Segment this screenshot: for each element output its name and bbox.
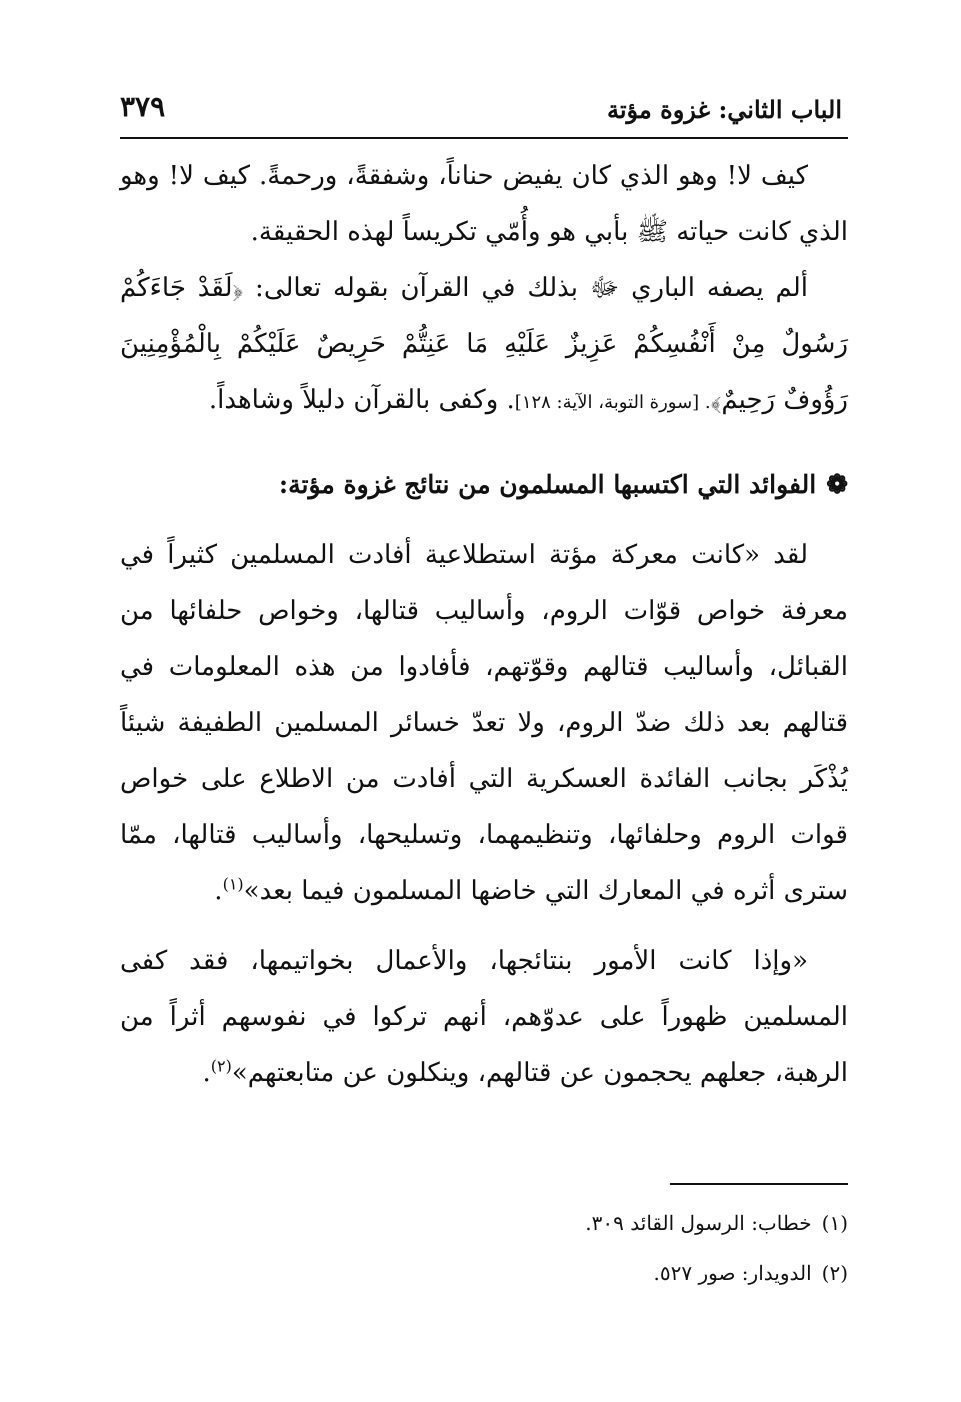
footnote-marker-2: (٢) <box>210 1056 232 1076</box>
paragraph-4 <box>120 933 848 1101</box>
page-header <box>120 86 848 134</box>
paragraph-1: كيف لا! وهو الذي كان يفيض حناناً، وشفقةً، ورحمةً. كيف لا! وهو الذي كانت حياته ﷺ بأبي هو وأُمّي تكريساً لهذه الحقيقة. <box>120 161 848 247</box>
paragraph-3-text: لقد «كانت معركة مؤتة استطلاعية أفادت المسلمين كثيراً في معرفة خواص قوّات الروم، وأساليب قتالها، وخواص حلفائها من القبائل، وأساليب قتالهم وقوّتهم، فأفادوا من هذه المعلومات في قتالهم بعد ذلك ضدّ الروم، ولا تعدّ خسائر المسلمين الطفيفة شيئاً يُذْكَر بجانب الفائدة العسكرية التي أفادت من الاطلاع على خواص قوات الروم وحلفائها، وتنظيمهما، وتسليحها، وأساليب قتالها، ممّا سترى أثره في المعارك التي خاضها المسلمون فيما بعد» <box>120 540 848 906</box>
header-rule <box>120 137 848 139</box>
running-title: الباب الثاني: غزوة مؤتة <box>606 95 842 124</box>
footnote-text: الدويدار: صور ٥٢٧. <box>653 1261 812 1285</box>
paragraph-3 <box>120 527 848 919</box>
footnote-2 <box>120 1248 848 1298</box>
footnote-number: (٢) <box>821 1261 848 1285</box>
paragraph-4-text: «وإذا كانت الأمور بنتائجها، والأعمال بخواتيمها، فقد كفى المسلمين ظهوراً على عدوّهم، أنهم تركوا في نفوسهم أثراً من الرهبة، جعلهم يحجمون عن قتالهم، وينكلون عن متابعتهم» <box>120 946 848 1088</box>
paragraph-2 <box>120 260 848 431</box>
main-text <box>120 148 848 1101</box>
paragraph-2-intro: ألم يصفه الباري ﷻ بذلك في القرآن بقوله تعالى: <box>243 273 809 303</box>
footnote-marker-1: (١) <box>222 874 244 894</box>
page-number: ٣٧٩ <box>120 90 166 123</box>
paragraph-3-period: . <box>214 876 223 906</box>
paragraph-4-period: . <box>202 1058 211 1088</box>
flower-bullet-icon: ❁ <box>826 470 848 500</box>
footnote-rule <box>670 1183 848 1185</box>
paragraph-2-tail: . وكفى بالقرآن دليلاً وشاهداً. <box>208 385 515 415</box>
section-heading-text: الفوائد التي اكتسبها المسلمون من نتائج غزوة مؤتة: <box>278 470 817 499</box>
footnote-number: (١) <box>821 1211 848 1235</box>
quran-verse: ﴿لَقَدْ جَاءَكُمْ رَسُولٌ مِنْ أَنْفُسِكُمْ عَزِيزٌ عَلَيْهِ مَا عَنِتُّمْ حَرِيصٌ عَلَيْكُمْ بِالْمُؤْمِنِينَ رَؤُوفٌ رَحِيمٌ﴾ <box>120 273 848 415</box>
footnotes <box>120 1198 848 1298</box>
footnote-1 <box>120 1198 848 1248</box>
verse-citation: . [سورة التوبة، الآية: ١٢٨] <box>514 392 711 413</box>
footnote-text: خطاب: الرسول القائد ٣٠٩. <box>585 1211 812 1235</box>
section-heading <box>120 457 848 513</box>
